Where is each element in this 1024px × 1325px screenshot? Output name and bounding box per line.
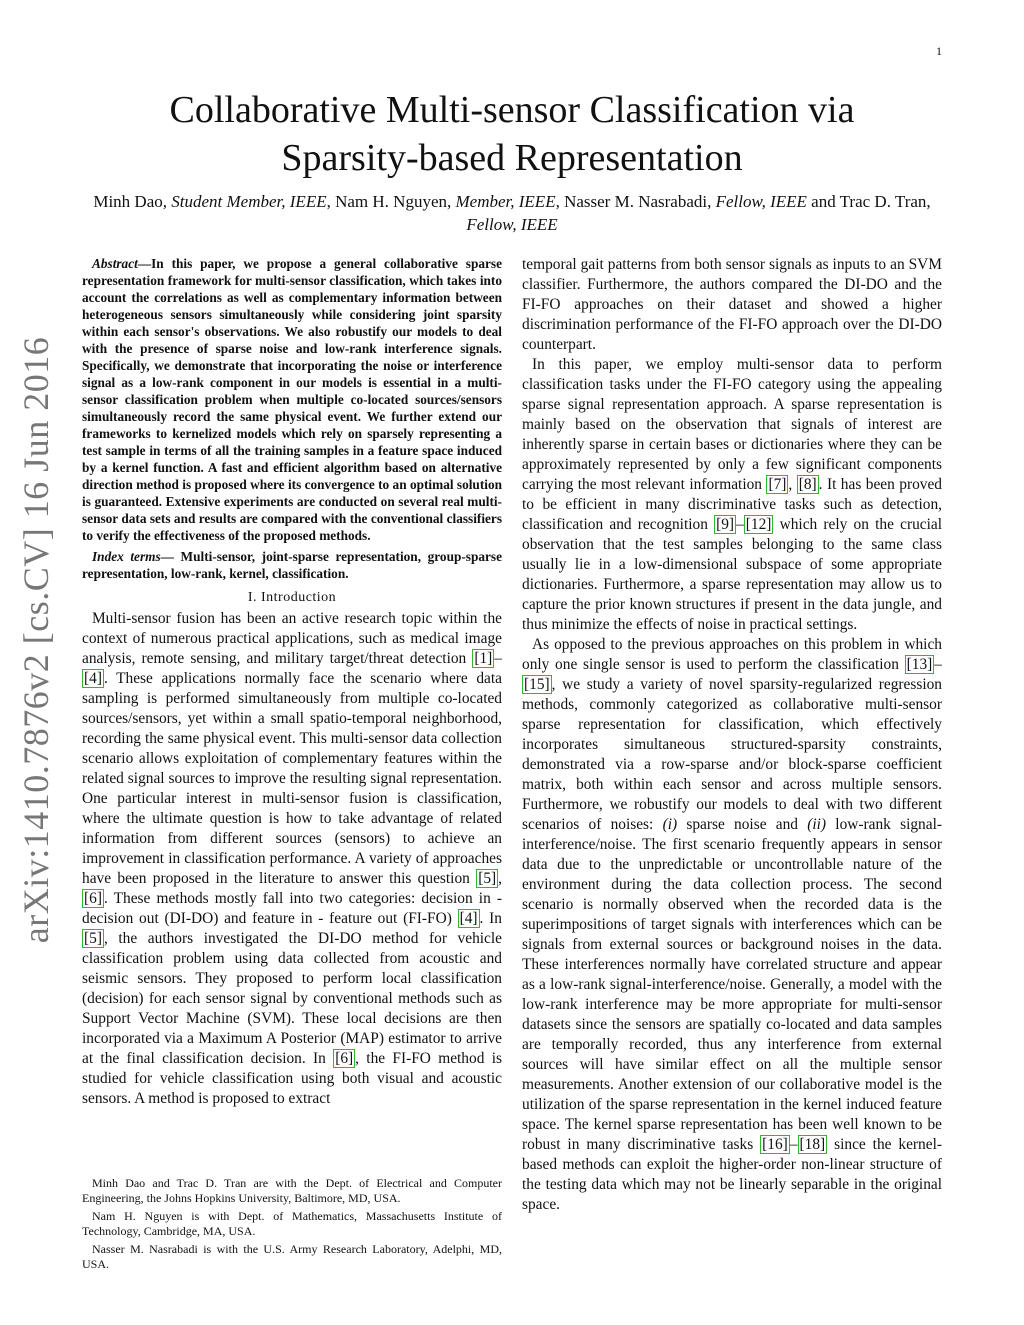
section-heading: I. Introduction bbox=[247, 590, 337, 605]
text-run: since the kernel-based methods can exploit the higher-order non-linear structure of the testing data which may not be linearly separable in the original space. bbox=[522, 1136, 942, 1213]
text-run: , the FI-FO method is studied for vehicle classification using both visual and acoustic sensors. A method is proposed to extract bbox=[82, 1050, 502, 1107]
abstract bbox=[82, 255, 502, 544]
author-2-affiliation: Member, IEEE bbox=[455, 192, 556, 211]
right-column bbox=[522, 255, 942, 1215]
text-run: , bbox=[788, 476, 797, 493]
page-number: 1 bbox=[936, 44, 942, 58]
author-3-name: , Nasser M. Nasrabadi, bbox=[555, 192, 716, 211]
author-1-affiliation: Student Member, IEEE bbox=[171, 192, 327, 211]
abstract-lead: Abstract bbox=[92, 256, 138, 271]
intro-paragraph-3 bbox=[522, 635, 942, 1215]
text-run: low-rank signal-interference/noise. The first scenario frequently appears in sensor data due to the unpredictable or uncontrollable nature of the environment during the data collection process. The second scenario is normally observed when the recorded data is the superimpositions of target signals with interferences which can be signals from external sources or background noises in the data. These interferences normally have correlated structure and appear as a low-rank signal-interference/noise. Generally, a model with the low-rank interference may be more appropriate for multi-sensor datasets since the sensors are spatially co-located and data samples are temporally recorded, thus any interference from external sources will have similar effect on all the multiple sensor measurements. Another extension of our collaborative model is the utilization of the sparse representation in the kernel induced feature space. The kernel sparse representation has been well known to be robust in many discriminative tasks bbox=[522, 816, 942, 1153]
citation-link[interactable]: [15] bbox=[524, 676, 550, 693]
text-run: . These applications normally face the scenario where data sampling is performed simultaneously from multiple co-located sources/sensors, yet within a small spatio-temporal neighborhood, recording the same physical event. This multi-sensor data collection scenario allows exploitation of complementary features within the related signal sources to improve the resulting signal representation. One particular interest in multi-sensor fusion is classification, where the ultimate question is how to take advantage of related information from different sources (sensors) to achieve an improvement in classification performance. A variety of approaches have been proposed in the literature to answer this question bbox=[82, 670, 502, 887]
text-run: – bbox=[789, 1136, 798, 1153]
intro-paragraph-1-continued: temporal gait patterns from both sensor signals as inputs to an SVM classifier. Furthermore, the authors compared the DI-DO and the FI-FO approaches on their dataset and showed a higher discrimination performance of the FI-FO approach over the DI-DO counterpart. bbox=[522, 256, 942, 353]
intro-paragraph-2 bbox=[522, 355, 942, 635]
citation-link[interactable]: [7] bbox=[768, 476, 787, 493]
text-run: . It has been proved to be efficient in many discriminative tasks such as detection, classification and recognition bbox=[522, 476, 942, 533]
italic-marker: (i) bbox=[662, 816, 678, 833]
footnote: Minh Dao and Trac D. Tran are with the Dept. of Electrical and Computer Engineering, the Johns Hopkins University, Baltimore, MD, USA. bbox=[82, 1176, 502, 1205]
text-run: In this paper, we employ multi-sensor data to perform classification tasks under the FI-FO category using the appealing sparse signal representation approach. A sparse representation is mainly based on the observation that signals of interest are inherently sparse in certain bases or dictionaries where they can be approximately represented by only a few significant components carrying the most relevant information bbox=[522, 356, 942, 493]
title-line-2: Sparsity-based Representation bbox=[281, 137, 743, 179]
text-run: , the authors investigated the DI-DO method for vehicle classification problem using data collected from acoustic and seismic sensors. They proposed to perform local classification (decision) for each sensor signal by conventional methods such as Support Vector Machine (SVM). These local decisions are then incorporated via a Maximum A Posterior (MAP) estimator to arrive at the final classification decision. In bbox=[82, 930, 502, 1067]
arxiv-identifier: arXiv:1410.7876v2 [cs.CV] 16 Jun 2016 bbox=[16, 336, 56, 944]
text-run: , bbox=[498, 870, 502, 887]
text-run: . These methods mostly fall into two categories: decision in - decision out (DI-DO) and feature in - feature out (FI-FO) bbox=[82, 890, 502, 927]
citation-link[interactable]: [6] bbox=[84, 890, 102, 907]
intro-paragraph-1 bbox=[82, 609, 502, 1109]
text-run: – bbox=[494, 650, 502, 667]
author-2-name: , Nam H. Nguyen, bbox=[326, 192, 456, 211]
text-run: Multi-sensor fusion has been an active research topic within the context of numerous practical applications, such as medical image analysis, remote sensing, and military target/threat detection bbox=[82, 610, 502, 667]
author-4-name: and Trac D. Tran, bbox=[806, 192, 931, 211]
citation-link[interactable]: [13] bbox=[906, 656, 933, 673]
footnote: Nam H. Nguyen is with Dept. of Mathematics, Massachusetts Institute of Technology, Cambridge, MA, USA. bbox=[82, 1209, 502, 1238]
citation-link[interactable]: [12] bbox=[745, 516, 772, 533]
author-1-name: Minh Dao, bbox=[93, 192, 172, 211]
citation-link[interactable]: [18] bbox=[799, 1136, 826, 1153]
author-list bbox=[80, 190, 944, 236]
citation-link[interactable]: [1] bbox=[474, 650, 493, 667]
citation-link[interactable]: [8] bbox=[798, 476, 817, 493]
citation-link[interactable]: [4] bbox=[84, 670, 102, 687]
text-run: , we study a variety of novel sparsity-regularized regression methods, commonly categorized as collaborative multi-sensor sparse representation for classification, which effectively incorporates simultaneous structured-sparsity constraints, demonstrated via a row-sparse and/or block-sparse coefficient matrix, both within each sensor and across multiple sensors. Furthermore, we robustify our models to deal with two different scenarios of noises: bbox=[522, 676, 942, 833]
abstract-text: —In this paper, we propose a general collaborative sparse representation framework for multi-sensor classification, which takes into account the correlations as well as complementary information between heterogeneous sensors simultaneously while considering joint sparsity within each sensor's observations. We also robustify our models to deal with the presence of sparse noise and low-rank interference signals. Specifically, we demonstrate that incorporating the noise or interference signal as a low-rank component in our models is essential in a multi-sensor classification problem when multiple co-located sources/sensors simultaneously record the same physical event. We further extend our frameworks to kernelized models which rely on sparsely representing a test sample in terms of all the training samples in a feature space induced by a kernel function. A fast and efficient algorithm based on alternative direction method is proposed where its convergence to an optimal solution is guaranteed. Extensive experiments are conducted on several real multi-sensor data sets and results are compared with the conventional classifiers to verify the effectiveness of the proposed methods. bbox=[82, 256, 502, 543]
citation-link[interactable]: [6] bbox=[335, 1050, 354, 1067]
citation-link[interactable]: [9] bbox=[716, 516, 735, 533]
index-terms-text: — Multi-sensor, joint-sparse representation, group-sparse representation, low-rank, kernel, classification. bbox=[82, 549, 502, 581]
title-line-1: Collaborative Multi-sensor Classification via bbox=[169, 89, 855, 131]
footnotes bbox=[82, 1176, 502, 1275]
paper-title bbox=[100, 86, 924, 182]
text-run: – bbox=[934, 656, 942, 673]
footnote: Nasser M. Nasrabadi is with the U.S. Army Research Laboratory, Adelphi, MD, USA. bbox=[82, 1242, 502, 1271]
left-column bbox=[82, 255, 502, 1109]
text-run: sparse noise and bbox=[677, 816, 808, 833]
citation-link[interactable]: [5] bbox=[84, 930, 102, 947]
author-4-affiliation: Fellow, IEEE bbox=[466, 215, 558, 234]
citation-link[interactable]: [4] bbox=[459, 910, 478, 927]
text-run: which rely on the crucial observation that the test samples belonging to the same class usually lie in a low-dimensional subspace of some appropriate dictionaries. Furthermore, a sparse representation may allow us to capture the prior known structures if present in the data jungle, and thus minimize the effects of noise in practical settings. bbox=[522, 516, 942, 633]
text-run: As opposed to the previous approaches on this problem in which only one single sensor is used to perform the classification bbox=[522, 636, 942, 673]
citation-link[interactable]: [5] bbox=[478, 870, 497, 887]
italic-marker: (ii) bbox=[807, 816, 827, 833]
text-run: . In bbox=[479, 910, 502, 927]
text-run: – bbox=[736, 516, 744, 533]
index-terms bbox=[82, 548, 502, 582]
citation-link[interactable]: [16] bbox=[762, 1136, 788, 1153]
author-3-affiliation: Fellow, IEEE bbox=[715, 192, 807, 211]
index-terms-lead: Index terms bbox=[92, 549, 161, 564]
